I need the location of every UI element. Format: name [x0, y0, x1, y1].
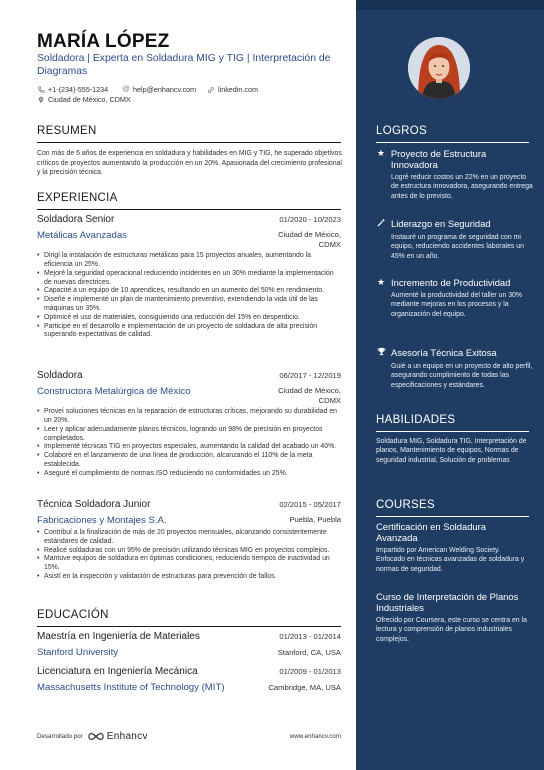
education-dates: 01/2013 - 01/2014: [279, 632, 341, 641]
education-degree: Maestría en Ingeniería de Materiales: [37, 631, 200, 642]
achievement-title: Proyecto de Estructura Innovadora: [390, 148, 487, 170]
job-bullet: • Implementé técnicas TIG en proyectos especiales, aumentando la calidad del acabado un 40%.: [37, 443, 341, 452]
phone-icon: [37, 86, 45, 94]
achievements-divider: [376, 142, 529, 143]
location-pin-icon: [37, 96, 45, 104]
education-dates: 01/2009 - 01/2013: [279, 667, 341, 676]
education-location: Cambridge, MA, USA: [268, 683, 341, 692]
achievement-desc: Logré reducir costos un 22% en un proyecto de estructura innovadora, asegurando entrega antes de lo previsto.: [391, 174, 533, 200]
education-divider: [37, 626, 341, 627]
trophy-icon: [376, 347, 386, 359]
job-bullet: • Asistí en la inspección y validación de estructuras para prevención de fallos.: [37, 573, 341, 582]
achievement-item: [376, 218, 534, 261]
enhancv-logo[interactable]: [87, 731, 148, 742]
phone-text[interactable]: +1-(234)-555-1234: [48, 85, 109, 94]
job-dates: 02/2015 - 05/2017: [279, 500, 341, 509]
job-bullets: [37, 529, 341, 582]
achievement-item: [376, 148, 534, 201]
skills-divider: [376, 431, 529, 432]
course-item: [376, 521, 528, 574]
achievement-title: Liderazgo en Seguridad: [391, 218, 491, 229]
job-title: Soldadora: [37, 370, 83, 381]
summary-title: RESUMEN: [37, 125, 97, 137]
achievement-title: Incremento de Productividad: [391, 277, 511, 288]
job-location: Ciudad de México, CDMX: [278, 230, 341, 249]
job-bullet: • Diseñé e implementé un plan de mantenimiento preventivo, extendiendo la vida útil de las máquinas un 35%.: [37, 296, 341, 314]
courses-title: COURSES: [376, 499, 435, 511]
brand-name: Enhancv: [106, 731, 148, 742]
linkedin-text[interactable]: linkedin.com: [218, 85, 258, 94]
course-title: Curso de Interpretación de Planos Industriales: [376, 591, 519, 613]
contact-linkedin: [207, 85, 258, 94]
job-company: Metálicas Avanzadas: [37, 230, 127, 241]
footer-site[interactable]: www.enhancv.com: [289, 733, 341, 740]
link-icon: [207, 86, 215, 94]
job-bullet: • Participé en el desarrollo e implementación de un proyecto de soldadura de alta precisión superando expectativas de calidad.: [37, 323, 341, 341]
job-bullet: • Leer y aplicar adecuadamente planos técnicos, logrando un 98% de precisión en proyectos completados.: [37, 426, 341, 444]
job-entry: [37, 499, 341, 582]
skills-title: HABILIDADES: [376, 414, 456, 426]
summary-divider: [37, 142, 341, 143]
achievement-item: [376, 347, 534, 390]
job-bullet: • Capacité a un equipo de 10 aprendices, resultando en un aumento del 50% en rendimiento.: [37, 287, 341, 296]
job-dates: 01/2020 - 10/2023: [279, 215, 341, 224]
contact-location: [37, 95, 131, 104]
education-school: Stanford University: [37, 647, 119, 658]
courses-divider: [376, 516, 529, 517]
job-entry: [37, 370, 341, 479]
education-entry: [37, 631, 341, 658]
location-text: Ciudad de México, CDMX: [48, 95, 131, 104]
education-location: Stanford, CA, USA: [277, 648, 341, 657]
job-bullet: • Aseguré el cumplimiento de normas ISO reduciendo no conformidades un 25%.: [37, 470, 341, 479]
footer-brand: [37, 731, 148, 742]
job-bullet: • Colaboré en el lanzamiento de una línea de producción, alcanzando el 110% de la meta establecida.: [37, 452, 341, 470]
course-title: Certificación en Soldadura Avanzada: [376, 521, 486, 543]
job-bullet: • Contribuí a la finalización de más de 20 proyectos mensuales, alcanzando consistentemente estándares de calidad.: [37, 529, 341, 547]
headline: Soldadora | Experta en Soldadura MIG y TIG | Interpretación de Diagramas: [37, 53, 331, 77]
achievements-title: LOGROS: [376, 125, 428, 137]
education-entry: [37, 666, 341, 693]
achievement-desc: Instauré un programa de seguridad con mi equipo, reduciendo accidentes laborales un 45% en un año.: [391, 234, 524, 260]
skills-text: Soldadura MIG, Soldadura TIG, Interpretación de planos, Mantenimiento de equipos, Normas de seguridad industrial, Solución de problemas: [376, 438, 527, 464]
job-bullet: • Realicé soldaduras con un 95% de precisión utilizando técnicas MIG en proyectos complejos.: [37, 547, 341, 556]
avatar: [408, 37, 470, 99]
star-icon: ★: [376, 277, 386, 287]
job-bullet: • Mantuve equipos de soldadura en óptimas condiciones, reduciendo tiempos de inactividad un 15%.: [37, 555, 341, 573]
powered-by-text: Desarrollado por: [37, 733, 83, 740]
experience-title: EXPERIENCIA: [37, 192, 118, 204]
education-degree: Licenciatura en Ingeniería Mecánica: [37, 666, 198, 677]
footer: [37, 731, 341, 742]
job-location: Ciudad de México, CDMX: [278, 386, 341, 405]
email-text[interactable]: help@enhancv.com: [133, 85, 197, 94]
at-icon: @: [122, 86, 130, 93]
course-desc: Ofrecido por Coursera, este curso se centra en la lectura y comprensión de planos industriales complejos.: [376, 617, 527, 643]
achievement-desc: Guié a un equipo en un proyecto de alto perfil, asegurando cumplimiento de todas las especificaciones y estándares.: [391, 363, 533, 389]
job-bullet: • Optimicé el uso de materiales, consiguiendo una reducción del 15% en desperdicio.: [37, 314, 341, 323]
contact-phone: [37, 85, 108, 94]
education-school: Massachusetts Institute of Technology (MIT): [37, 682, 225, 693]
achievement-item: [376, 277, 534, 319]
job-location: Puebla, Puebla: [289, 515, 341, 524]
job-bullets: [37, 252, 341, 340]
experience-divider: [37, 209, 341, 210]
job-entry: [37, 214, 341, 340]
achievement-desc: Aumenté la productividad del taller un 30% mediante mejoras en los procesos y la organización del equipo.: [391, 292, 523, 318]
course-item: [376, 591, 528, 644]
candidate-name: MARÍA LÓPEZ: [37, 31, 170, 52]
job-bullet: • Mejoré la seguridad operacional reduciendo incidentes en un 30% mediante la implementación de nuevas directrices.: [37, 270, 341, 288]
job-dates: 06/2017 - 12/2019: [279, 371, 341, 380]
infinity-icon: [87, 732, 105, 741]
summary-text: Con más de 5 años de experiencia en soldadura y habilidades en MIG y TIG, he superado objetivos críticos de proyectos aumentando la producción en un 20%. Apasionada del crecimiento profesional y la precisión técnica.: [37, 150, 342, 177]
job-bullet: • Proveí soluciones técnicas en la reparación de estructuras críticas, mejorando su durabilidad en un 20%.: [37, 408, 341, 426]
job-company: Constructora Metalúrgica de México: [37, 386, 191, 397]
star-icon: ★: [376, 148, 385, 158]
achievement-title: Asesoría Técnica Exitosa: [391, 347, 497, 358]
job-bullet: • Dirigí la instalación de estructuras metálicas para 15 proyectos anuales, aumentando la eficiencia un 25%.: [37, 252, 341, 270]
magic-wand-icon: [376, 218, 386, 230]
education-title: EDUCACIÓN: [37, 609, 109, 621]
job-title: Técnica Soldadora Junior: [37, 499, 151, 510]
course-desc: Impartido por American Welding Society. Enfocado en técnicas avanzadas de soldadura y normas de seguridad.: [376, 547, 525, 573]
contact-email: [122, 85, 196, 94]
job-title: Soldadora Senior: [37, 214, 115, 225]
sidebar-top-band: [356, 0, 544, 10]
job-company: Fabricaciones y Montajes S.A.: [37, 515, 167, 526]
job-bullets: [37, 408, 341, 478]
